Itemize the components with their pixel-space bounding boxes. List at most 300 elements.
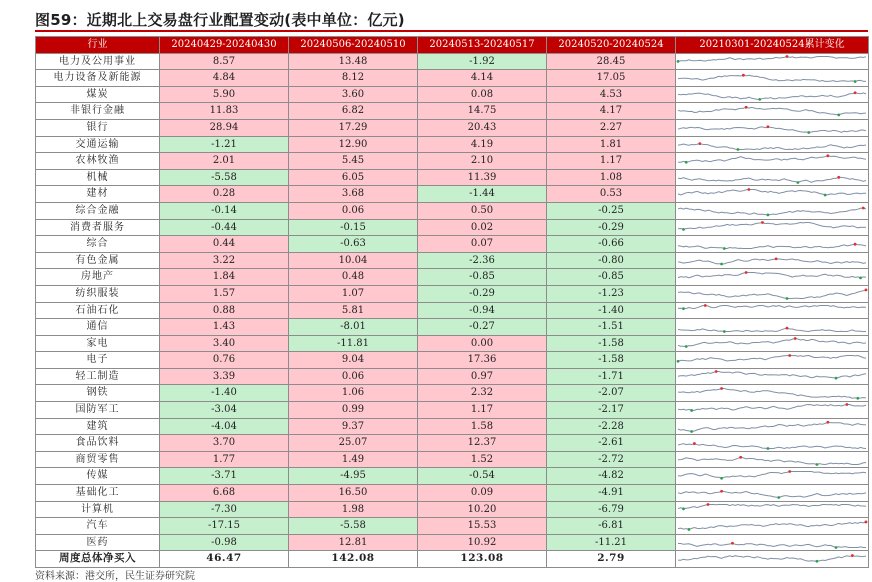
sparkline-low-marker (824, 193, 827, 196)
table-row (36, 70, 869, 87)
flow-value-week-1: -3.71 (160, 468, 289, 485)
flow-value-week-3: 4.14 (418, 70, 547, 87)
flow-value-week-4: -0.66 (547, 236, 676, 253)
sparkline-high-marker (845, 403, 848, 406)
sparkline-low-marker (758, 98, 761, 101)
flow-value-week-1: -0.44 (160, 219, 289, 236)
flow-value-week-3: -0.29 (418, 285, 547, 302)
flow-value-week-4: -0.29 (547, 219, 676, 236)
flow-value-week-4: -2.28 (547, 418, 676, 435)
sparkline-path (678, 522, 866, 529)
flow-value-week-4: -6.79 (547, 501, 676, 518)
sparkline-path (678, 372, 866, 379)
flow-value-week-2: 5.45 (289, 153, 418, 170)
flow-value-week-1: -5.58 (160, 169, 289, 186)
industry-name: 建筑 (36, 418, 160, 435)
flow-value-week-4: 4.53 (547, 86, 676, 103)
sparkline-path (678, 355, 866, 361)
flow-value-week-4: -0.85 (547, 269, 676, 286)
flow-value-week-2: 13.48 (289, 53, 418, 70)
flow-value-week-1: -17.15 (160, 518, 289, 535)
sparkline-chart (676, 236, 868, 251)
flow-value-week-2: 0.48 (289, 269, 418, 286)
sparkline-chart (676, 436, 868, 451)
sparkline-high-marker (851, 554, 854, 557)
flow-value-week-4: 1.81 (547, 136, 676, 153)
industry-name: 银行 (36, 119, 160, 136)
header-week-2: 20240506-20240510 (289, 37, 418, 54)
flow-value-week-2: 1.06 (289, 385, 418, 402)
cumulative-sparkline (676, 319, 869, 336)
sparkline-low-marker (859, 276, 862, 279)
flow-value-week-1: 28.94 (160, 119, 289, 136)
title-rule (35, 30, 868, 32)
sparkline-high-marker (766, 126, 769, 129)
flow-value-week-4: 1.17 (547, 153, 676, 170)
sparkline-high-marker (693, 442, 696, 445)
sparkline-low-marker (682, 228, 685, 231)
sparkline-chart (676, 187, 868, 202)
flow-value-week-3: 2.32 (418, 385, 547, 402)
flow-value-week-2: 10.04 (289, 252, 418, 269)
industry-name: 农林牧渔 (36, 153, 160, 170)
industry-name: 基础化工 (36, 485, 160, 502)
industry-name: 有色金属 (36, 252, 160, 269)
flow-value-week-4: -11.21 (547, 534, 676, 551)
table-row (36, 285, 869, 302)
sparkline-chart (676, 519, 868, 534)
flow-value-week-3: 1.52 (418, 451, 547, 468)
flow-value-week-2: 3.60 (289, 86, 418, 103)
sparkline-path (678, 107, 866, 115)
table-row (36, 451, 869, 468)
flow-value-week-3: 0.97 (418, 368, 547, 385)
table-row (36, 402, 869, 419)
sparkline-chart (676, 286, 868, 301)
sparkline-path (678, 290, 866, 299)
cumulative-sparkline (676, 236, 869, 253)
sparkline-high-marker (837, 176, 840, 179)
flow-value-week-2: 3.68 (289, 186, 418, 203)
cumulative-sparkline (676, 169, 869, 186)
table-row (36, 86, 869, 103)
cumulative-sparkline (676, 501, 869, 518)
table-row (36, 219, 869, 236)
sparkline-path (678, 144, 866, 150)
flow-value-week-2: 16.50 (289, 485, 418, 502)
flow-value-week-3: 2.10 (418, 153, 547, 170)
flow-value-week-1: 46.47 (160, 551, 289, 568)
flow-value-week-4: -0.80 (547, 252, 676, 269)
sparkline-low-marker (816, 560, 819, 563)
table-row (36, 319, 869, 336)
cumulative-sparkline (676, 53, 869, 70)
sparkline-path (678, 543, 866, 547)
flow-value-week-1: -3.04 (160, 402, 289, 419)
flow-value-week-2: -11.81 (289, 335, 418, 352)
sparkline-chart (676, 87, 868, 102)
cumulative-sparkline (676, 551, 869, 568)
sparkline-low-marker (786, 297, 789, 300)
cumulative-sparkline (676, 103, 869, 120)
flow-value-week-3: 17.36 (418, 352, 547, 369)
industry-name: 周度总体净买入 (36, 551, 160, 568)
flow-value-week-4: -2.07 (547, 385, 676, 402)
flow-value-week-3: 10.20 (418, 501, 547, 518)
sparkline-low-marker (816, 463, 819, 466)
sparkline-path (678, 555, 866, 561)
flow-value-week-2: -0.63 (289, 236, 418, 253)
sparkline-low-marker (685, 161, 688, 164)
sparkline-path (678, 504, 866, 508)
flow-value-week-1: 3.22 (160, 252, 289, 269)
sparkline-chart (676, 270, 868, 285)
sparkline-low-marker (677, 60, 680, 63)
table-header-row (36, 37, 869, 54)
flow-value-week-3: -0.27 (418, 319, 547, 336)
sparkline-low-marker (690, 409, 693, 412)
flow-value-week-1: -0.14 (160, 202, 289, 219)
cumulative-sparkline (676, 518, 869, 535)
table-row (36, 418, 869, 435)
sparkline-low-marker (796, 181, 799, 184)
flow-value-week-3: 4.19 (418, 136, 547, 153)
sparkline-high-marker (715, 370, 718, 373)
flow-value-week-4: 2.27 (547, 119, 676, 136)
sparkline-chart (676, 120, 868, 135)
table-row (36, 501, 869, 518)
flow-value-week-4: -6.81 (547, 518, 676, 535)
flow-value-week-3: 20.43 (418, 119, 547, 136)
cumulative-sparkline (676, 435, 869, 452)
flow-value-week-2: 0.99 (289, 402, 418, 419)
sparkline-low-marker (854, 81, 857, 84)
sparkline-high-marker (731, 542, 734, 545)
sparkline-high-marker (788, 354, 791, 357)
sparkline-path (678, 245, 866, 249)
flow-value-week-3: -2.36 (418, 252, 547, 269)
sparkline-high-marker (745, 106, 748, 109)
table-row (36, 534, 869, 551)
flow-value-week-2: 142.08 (289, 551, 418, 568)
sparkline-path (678, 93, 866, 100)
sparkline-high-marker (865, 520, 868, 523)
industry-name: 通信 (36, 319, 160, 336)
flow-value-week-2: 0.06 (289, 368, 418, 385)
flow-value-week-4: -2.17 (547, 402, 676, 419)
sparkline-path (678, 338, 866, 346)
flow-value-week-3: 0.09 (418, 485, 547, 502)
sparkline-high-marker (720, 490, 723, 493)
flow-value-week-4: -1.23 (547, 285, 676, 302)
flow-value-week-4: 4.17 (547, 103, 676, 120)
flow-value-week-4: 17.05 (547, 70, 676, 87)
flow-value-week-3: 1.58 (418, 418, 547, 435)
flow-value-week-2: 1.98 (289, 501, 418, 518)
sparkline-low-marker (690, 430, 693, 433)
sparkline-low-marker (737, 148, 740, 151)
flow-value-week-4: 28.45 (547, 53, 676, 70)
industry-name: 交通运输 (36, 136, 160, 153)
flow-value-week-4: -1.58 (547, 335, 676, 352)
table-body (36, 53, 869, 567)
flow-value-week-4: 2.79 (547, 551, 676, 568)
flow-value-week-2: -5.58 (289, 518, 418, 535)
sparkline-path (678, 189, 866, 195)
sparkline-path (678, 259, 866, 264)
sparkline-chart (676, 54, 868, 69)
flow-value-week-2: 12.90 (289, 136, 418, 153)
industry-name: 电力设备及新能源 (36, 70, 160, 87)
industry-name: 石油石化 (36, 302, 160, 319)
sparkline-path (678, 272, 866, 277)
flow-value-week-1: 4.84 (160, 70, 289, 87)
sparkline-high-marker (854, 91, 857, 94)
sparkline-chart (676, 369, 868, 384)
flow-value-week-1: -0.98 (160, 534, 289, 551)
header-week-1: 20240429-20240430 (160, 37, 289, 54)
sparkline-high-marker (707, 503, 710, 506)
industry-name: 轻工制造 (36, 368, 160, 385)
sparkline-low-marker (682, 507, 685, 510)
table-row (36, 252, 869, 269)
table-row (36, 385, 869, 402)
sparkline-low-marker (720, 477, 723, 480)
table-row (36, 169, 869, 186)
sparkline-path (678, 422, 866, 431)
industry-name: 电子 (36, 352, 160, 369)
table-row (36, 468, 869, 485)
table-row (36, 269, 869, 286)
flow-value-week-2: 9.04 (289, 352, 418, 369)
flow-value-week-4: -1.40 (547, 302, 676, 319)
industry-name: 非银行金融 (36, 103, 160, 120)
cumulative-sparkline (676, 119, 869, 136)
sparkline-high-marker (862, 207, 865, 210)
sparkline-chart (676, 353, 868, 368)
cumulative-sparkline (676, 285, 869, 302)
sparkline-high-marker (826, 421, 829, 424)
sparkline-chart (676, 153, 868, 168)
industry-flow-table (35, 36, 869, 568)
sparkline-high-marker (704, 304, 707, 307)
flow-value-week-4: -4.91 (547, 485, 676, 502)
cumulative-sparkline (676, 219, 869, 236)
flow-value-week-1: 5.90 (160, 86, 289, 103)
flow-value-week-1: 1.57 (160, 285, 289, 302)
flow-value-week-4: -0.25 (547, 202, 676, 219)
sparkline-low-marker (682, 307, 685, 310)
table-row (36, 202, 869, 219)
cumulative-sparkline (676, 202, 869, 219)
flow-value-week-1: -1.21 (160, 136, 289, 153)
sparkline-chart (676, 336, 868, 351)
flow-value-week-1: -7.30 (160, 501, 289, 518)
flow-value-week-4: 0.53 (547, 186, 676, 203)
table-row (36, 485, 869, 502)
flow-value-week-2: 6.05 (289, 169, 418, 186)
flow-value-week-2: -0.15 (289, 219, 418, 236)
sparkline-chart (676, 170, 868, 185)
flow-value-week-2: 5.81 (289, 302, 418, 319)
sparkline-path (678, 156, 866, 162)
sparkline-high-marker (826, 155, 829, 158)
figure-title: 图59：近期北上交易盘行业配置变动(表中单位：亿元) (35, 11, 405, 29)
flow-value-week-4: -1.51 (547, 319, 676, 336)
flow-value-week-1: 1.77 (160, 451, 289, 468)
sparkline-path (678, 405, 866, 411)
sparkline-low-marker (720, 263, 723, 266)
flow-value-week-3: 0.50 (418, 202, 547, 219)
industry-name: 食品饮料 (36, 435, 160, 452)
sparkline-high-marker (794, 337, 797, 340)
flow-value-week-3: -1.44 (418, 186, 547, 203)
sparkline-low-marker (837, 113, 840, 116)
flow-value-week-3: 15.53 (418, 518, 547, 535)
flow-value-week-4: -4.82 (547, 468, 676, 485)
flow-value-week-3: 12.37 (418, 435, 547, 452)
sparkline-low-marker (766, 214, 769, 217)
flow-value-week-1: 0.44 (160, 236, 289, 253)
cumulative-sparkline (676, 385, 869, 402)
industry-name: 钢铁 (36, 385, 160, 402)
flow-value-week-1: 3.39 (160, 368, 289, 385)
industry-name: 国防军工 (36, 402, 160, 419)
sparkline-path (678, 222, 866, 229)
sparkline-high-marker (786, 55, 789, 58)
table-row (36, 368, 869, 385)
sparkline-path (678, 328, 866, 331)
cumulative-sparkline (676, 70, 869, 87)
industry-name: 纺织服装 (36, 285, 160, 302)
sparkline-low-marker (835, 546, 838, 549)
sparkline-path (678, 388, 866, 398)
flow-value-week-3: 0.07 (418, 236, 547, 253)
flow-value-week-3: 123.08 (418, 551, 547, 568)
industry-name: 商贸零售 (36, 451, 160, 468)
header-industry: 行业 (36, 37, 160, 54)
sparkline-path (678, 76, 866, 82)
sparkline-chart (676, 104, 868, 119)
flow-value-week-3: 14.75 (418, 103, 547, 120)
flow-value-week-1: 3.70 (160, 435, 289, 452)
flow-value-week-3: -0.54 (418, 468, 547, 485)
sparkline-chart (676, 402, 868, 417)
source-note: 资料来源：港交所，民生证券研究院 (35, 571, 195, 582)
table-row (36, 352, 869, 369)
flow-value-week-3: 1.17 (418, 402, 547, 419)
flow-value-week-2: -8.01 (289, 319, 418, 336)
cumulative-sparkline (676, 468, 869, 485)
header-week-3: 20240513-20240517 (418, 37, 547, 54)
table-row (36, 236, 869, 253)
industry-name: 房地产 (36, 269, 160, 286)
flow-value-week-1: 8.57 (160, 53, 289, 70)
total-row (36, 551, 869, 568)
cumulative-sparkline (676, 418, 869, 435)
cumulative-sparkline (676, 402, 869, 419)
cumulative-sparkline (676, 335, 869, 352)
table-row (36, 153, 869, 170)
sparkline-path (678, 492, 866, 498)
sparkline-high-marker (742, 74, 745, 77)
flow-value-week-4: -2.61 (547, 435, 676, 452)
industry-name: 消费者服务 (36, 219, 160, 236)
table-row (36, 103, 869, 120)
sparkline-high-marker (854, 243, 857, 246)
cumulative-sparkline (676, 252, 869, 269)
sparkline-path (678, 443, 866, 448)
sparkline-chart (676, 70, 868, 85)
sparkline-high-marker (788, 470, 791, 473)
flow-value-week-3: 11.39 (418, 169, 547, 186)
flow-value-week-1: 6.68 (160, 485, 289, 502)
sparkline-low-marker (777, 496, 780, 499)
sparkline-low-marker (723, 330, 726, 333)
industry-name: 家电 (36, 335, 160, 352)
cumulative-sparkline (676, 534, 869, 551)
industry-name: 传媒 (36, 468, 160, 485)
table-row (36, 136, 869, 153)
flow-value-week-4: -2.72 (547, 451, 676, 468)
flow-value-week-1: 0.88 (160, 302, 289, 319)
flow-value-week-1: 3.40 (160, 335, 289, 352)
sparkline-chart (676, 319, 868, 334)
industry-name: 综合 (36, 236, 160, 253)
flow-value-week-2: 25.07 (289, 435, 418, 452)
industry-name: 综合金融 (36, 202, 160, 219)
sparkline-chart (676, 303, 868, 318)
table-row (36, 435, 869, 452)
flow-value-week-3: 10.92 (418, 534, 547, 551)
cumulative-sparkline (676, 368, 869, 385)
sparkline-low-marker (807, 131, 810, 134)
cumulative-sparkline (676, 352, 869, 369)
table-row (36, 119, 869, 136)
sparkline-low-marker (723, 248, 726, 251)
flow-value-week-2: 0.06 (289, 202, 418, 219)
table-row (36, 518, 869, 535)
flow-value-week-3: 0.08 (418, 86, 547, 103)
cumulative-sparkline (676, 86, 869, 103)
cumulative-sparkline (676, 153, 869, 170)
sparkline-chart (676, 552, 868, 567)
sparkline-chart (676, 485, 868, 500)
cumulative-sparkline (676, 485, 869, 502)
sparkline-low-marker (835, 377, 838, 380)
sparkline-path (678, 457, 866, 464)
sparkline-chart (676, 535, 868, 550)
cumulative-sparkline (676, 269, 869, 286)
cumulative-sparkline (676, 136, 869, 153)
industry-name: 机械 (36, 169, 160, 186)
sparkline-chart (676, 137, 868, 152)
header-cumulative: 20210301-20240524累计变化 (676, 37, 869, 54)
flow-value-week-1: -1.40 (160, 385, 289, 402)
flow-value-week-4: 1.08 (547, 169, 676, 186)
flow-value-week-2: 12.81 (289, 534, 418, 551)
sparkline-chart (676, 386, 868, 401)
sparkline-low-marker (856, 397, 859, 400)
sparkline-high-marker (865, 289, 868, 292)
sparkline-high-marker (786, 327, 789, 330)
table-row (36, 53, 869, 70)
flow-value-week-2: 1.07 (289, 285, 418, 302)
flow-value-week-4: -1.71 (547, 368, 676, 385)
industry-name: 煤炭 (36, 86, 160, 103)
flow-value-week-1: 1.84 (160, 269, 289, 286)
flow-value-week-1: 11.83 (160, 103, 289, 120)
